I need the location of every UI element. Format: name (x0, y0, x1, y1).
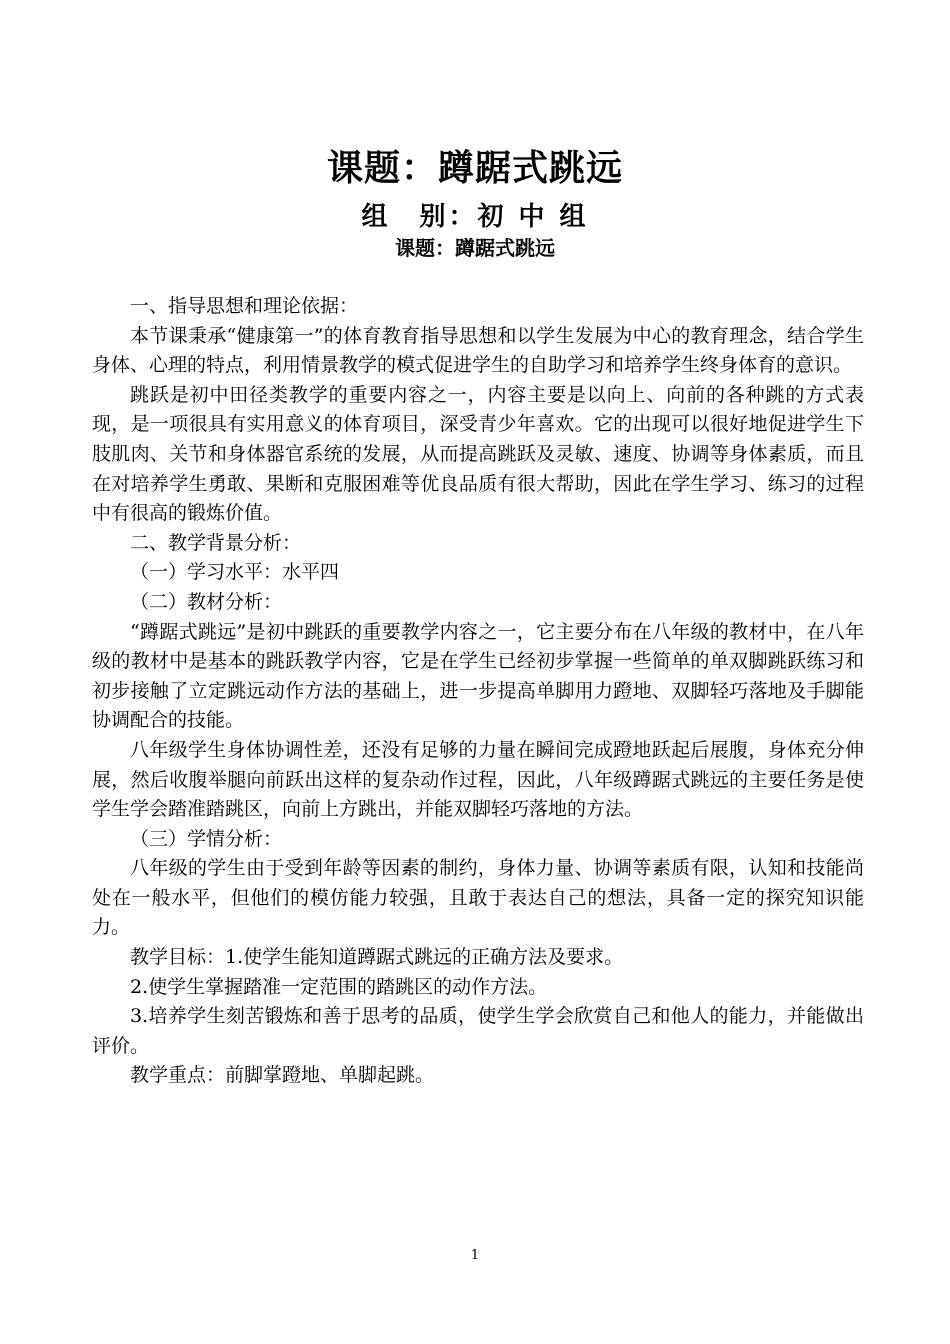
document-title: 课题：蹲踞式跳远 (326, 148, 623, 189)
section-heading-background: 二、教学背景分析： (130, 531, 302, 554)
teaching-key-point: 教学重点：前脚掌蹬地、单脚起跳。 (130, 1064, 435, 1087)
document-subtitle: 课题：蹲踞式跳远 (395, 236, 555, 260)
subheading-learning-level: （一）学习水平：水平四 (130, 561, 340, 584)
paragraph-material-analysis: “蹲踞式跳远”是初中跳跃的重要教学内容之一，它主要分布在八年级的教材中，在八年级的教材中是基本的跳跃教学内容，它是在学生已经初步掌握一些简单的单双脚跳跃练习和初步接触了立定跳远动作方法的基础上，进一步提高单脚用力蹬地、双脚轻巧落地及手脚能协调配合的技能。 (92, 620, 864, 732)
paragraph-grade8-task: 八年级学生身体协调性差，还没有足够的力量在瞬间完成蹬地跃起后展腹，身体充分伸展，然后收腹举腿向前跃出这样的复杂动作过程，因此，八年级蹲踞式跳远的主要任务是使学生学会踏准踏跳区，向前上方跳出，并能双脚轻巧落地的方法。 (92, 738, 864, 821)
teaching-goal-3: 3.培养学生刻苦锻炼和善于思考的品质，使学生学会欣赏自己和他人的能力，并能做出评价。 (92, 1005, 864, 1057)
page-number: 1 (470, 1248, 480, 1263)
section-heading-guiding-thought: 一、指导思想和理论依据： (130, 295, 359, 317)
teaching-goal-2: 2.使学生掌握踏准一定范围的踏跳区的动作方法。 (130, 975, 548, 998)
paragraph-teaching-philosophy: 本节课秉承“健康第一”的体育教育指导思想和以学生发展为中心的教育理念，结合学生身体、心理的特点，利用情景教学的模式促进学生的自助学习和培养学生终身体育的意识。 (92, 324, 864, 377)
paragraph-student-analysis: 八年级的学生由于受到年龄等因素的制约，身体力量、协调等素质有限，认知和技能尚处在一般水平，但他们的模仿能力较强，且敢于表达自己的想法，具备一定的探究知识能力。 (92, 857, 864, 939)
group-line: 组 别：初 中 组 (361, 202, 589, 232)
subheading-student-analysis: （三）学情分析： (130, 827, 283, 850)
paragraph-jumping-value: 跳跃是初中田径类教学的重要内容之一，内容主要是以向上、向前的各种跳的方式表现，是一项很具有实用意义的体育项目，深受青少年喜欢。它的出现可以很好地促进学生下肢肌肉、关节和身体器官系统的发展，从而提高跳跃及灵敏、速度、协调等身体素质，而且在对培养学生勇敢、果断和克服困难等优良品质有很大帮助，因此在学生学习、练习的过程中有很高的锻炼价值。 (92, 383, 864, 525)
document-body (92, 292, 864, 1091)
subheading-material-analysis: （二）教材分析： (130, 590, 283, 613)
teaching-goal-1: 教学目标：1.使学生能知道蹲踞式跳远的正确方法及要求。 (130, 946, 624, 969)
